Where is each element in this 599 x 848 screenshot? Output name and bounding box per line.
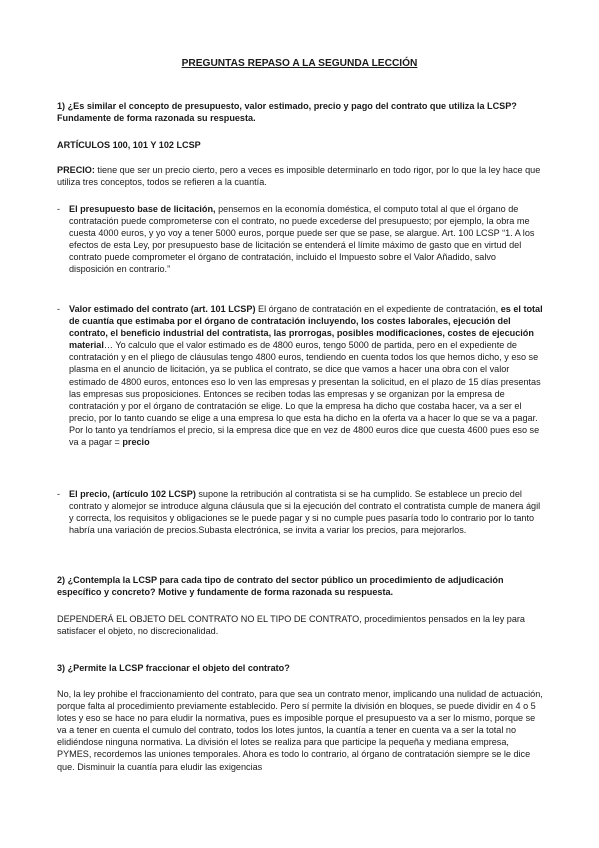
bullet-precio: [69, 488, 543, 536]
bullet-precio-label: El precio, (artículo 102 LCSP): [69, 489, 196, 499]
bullet-valor-label: Valor estimado del contrato (art. 101 LCSP): [69, 304, 256, 314]
bullet-presupuesto-label: El presupuesto base de licitación,: [69, 204, 216, 214]
bullet-marker: -: [57, 304, 61, 314]
bullet-valor-text-1: El órgano de contratación en el expediente de contratación,: [255, 304, 501, 314]
bullet-precio-text: supone la retribución al contratista si se ha cumplido. Se establece un precio del contrato y alomejor se introduce alguna cláusula que si la ejecución del contrato el contratista cumple de manera ágil y correcta, los requisitos y obligaciones se le puede pagar y si no cumple pues pasaría todo lo contrario por lo tanto habría una variación de precios.Subasta electrónica, se invita a variar los precios, para mejorarlos.: [69, 489, 541, 536]
bullet-marker: -: [57, 204, 61, 214]
precio-paragraph: [57, 164, 543, 188]
bullet-marker: -: [57, 489, 61, 499]
articles-heading: ARTÍCULOS 100, 101 Y 102 LCSP: [57, 140, 201, 150]
document-title: PREGUNTAS REPASO A LA SEGUNDA LECCIÓN: [181, 58, 418, 69]
bullet-presupuesto-text: pensemos en la economía doméstica, el computo total al que el órgano de contratación puede comprometerse con el contrato, no puede excederse del presupuesto; por ejemplo, la obra me cuesta 4000 euros, y yo voy a tener 5000 euros, porque puede ser que se pase, se alargue. Art. 100 LCSP “1. A los efectos de esta Ley, por presupuesto base de licitación se entenderá el límite máximo de gasto que en virtud del contrato puede comprometer el órgano de contratación, incluido el Impuesto sobre el Valor Añadido, salvo disposición en contrario.”: [69, 204, 535, 275]
bullet-valor-bold: es el total de cuantía que estimaba por el órgano de contratación incluyendo, los costes laborales, ejecución del contrato, el beneficio industrial del contratista, las prorrogas, posibles modificaciones, costes de ejecución material: [69, 304, 543, 351]
bullet-valor-text-2: … Yo calculo que el valor estimado es de 4800 euros, tengo 5000 de partida, pero en el expediente de contratación y en el pliego de cláusulas tengo 4800 euros, tendiendo en cuenta todos los que hemos dicho, y eso se plasma en el anuncio de licitación, ya se publica el contrato, se dice que vamos a hacer una obra con el valor estimado de 4800 euros, entonces eso lo ven las empresas y presentan la solicitud, en el plazo de 15 días presentas las empresas sus proposiciones. Entonces se reciben todas las empresas y se organizan por la empresa de contratación y por el órgano de contratación se elige. Lo que la empresa ha dicho que costaba hacer, va a ser el precio, por lo tanto cuando se elige a una empresa lo que esta ha dicho en la oferta va a hacer lo que se va a pagar. Por lo tanto ya tendríamos el precio, si la empresa dice que en vez de 4800 euros dice que cuesta 4600 pues eso se va a pagar =: [69, 340, 541, 448]
precio-label: PRECIO:: [57, 165, 95, 175]
answer-3: No, la ley prohibe el fraccionamiento del contrato, para que sea un contrato menor, implicando una nulidad de actuación, porque falta al procedimiento previamente establecido. Pero sí permite la división en bloques, se puede dividir en 4 o 5 lotes y eso se hace no para eludir la normativa, pues es imposible porque el presupuesto va a ser lo mismo, porque se va a tener en cuenta el cumulo del contrato, todos los lotes juntos, la cuantía a tener en cuenta va a ser la total no elidiéndose ninguna normativa. La división el lotes se realiza para que participe la pequeña y mediana empresa, PYMES, recordemos las uniones temporales. Ahora es todo lo contrario, al órgano de contratación siempre se le dice que. Disminuir la cuantía para eludir las exigencias: [57, 689, 543, 772]
bullet-valor-estimado: [69, 303, 543, 448]
question-3: 3) ¿Permite la LCSP fraccionar el objeto del contrato?: [57, 663, 290, 673]
question-2: 2) ¿Contempla la LCSP para cada tipo de contrato del sector público un procedimiento de adjudicación específico y concreto? Motive y fundamente de forma razonada su respuesta.: [57, 575, 504, 598]
bullet-presupuesto-base: [69, 203, 543, 276]
precio-text: tiene que ser un precio cierto, pero a veces es imposible determinarlo en todo rigor, por lo que la ley hace que utiliza tres conceptos, todos se refieren a la cuantía.: [57, 165, 541, 188]
bullet-valor-end: precio: [122, 437, 150, 448]
question-1: 1) ¿Es similar el concepto de presupuesto, valor estimado, precio y pago del contrato que utiliza la LCSP? Fundamente de forma razonada su respuesta.: [57, 101, 517, 124]
answer-2: DEPENDERÁ EL OBJETO DEL CONTRATO NO EL TIPO DE CONTRATO, procedimientos pensados en la ley para satisfacer el objeto, no discrecionalidad.: [57, 614, 525, 637]
